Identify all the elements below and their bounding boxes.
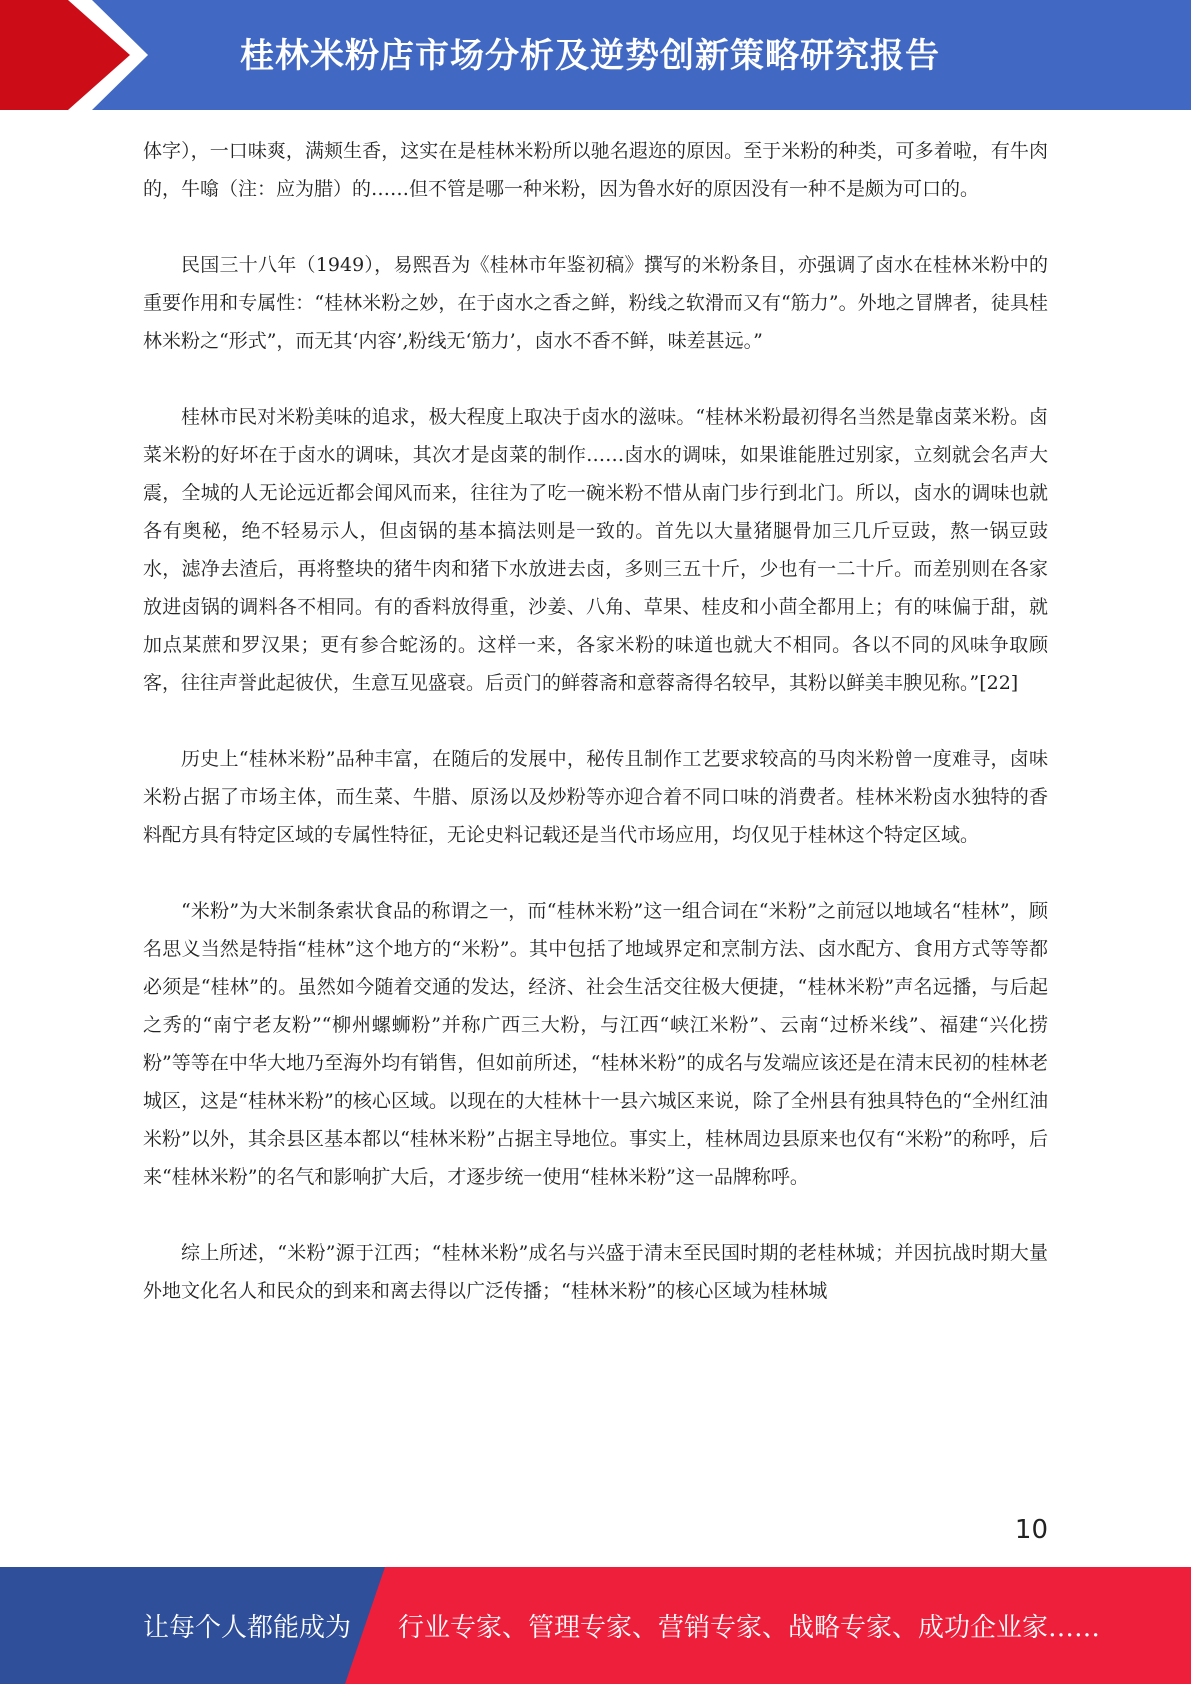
footer-slogan-right: 行业专家、管理专家、营销专家、战略专家、成功企业家…… xyxy=(398,1613,1101,1643)
paragraph: “米粉”为大米制条索状食品的称谓之一，而“桂林米粉”这一组合词在“米粉”之前冠以地域名“桂林”，顾名思义当然是特指“桂林”这个地方的“米粉”。其中包括了地域界定和烹制方法、卤水配方、食用方式等等都必须是“桂林”的。虽然如今随着交通的发达，经济、社会生活交往极大便捷，“桂林米粉”声名远播，与后起之秀的“南宁老友粉”“柳州螺蛳粉”并称广西三大粉，与江西“峡江米粉”、云南“过桥米线”、福建“兴化捞粉”等等在中华大地乃至海外均有销售，但如前所述，“桂林米粉”的成名与发端应该还是在清末民初的桂林老城区，这是“桂林米粉”的核心区域。以现在的大桂林十一县六城区来说，除了全州县有独具特色的“全州红油米粉”以外，其余县区基本都以“桂林米粉”占据主导地位。事实上，桂林周边县原来也仅有“米粉”的称呼，后来“桂林米粉”的名气和影响扩大后，才逐步统一使用“桂林米粉”这一品牌称呼。 xyxy=(143,900,1048,1188)
chevron-arrow-icon xyxy=(0,0,150,110)
page-footer xyxy=(0,1567,1191,1684)
paragraph: 桂林市民对米粉美味的追求，极大程度上取决于卤水的滋味。“桂林米粉最初得名当然是靠卤菜米粉。卤菜米粉的好坏在于卤水的调味，其次才是卤菜的制作……卤水的调味，如果谁能胜过别家，立刻就会名声大震，全城的人无论远近都会闻风而来，往往为了吃一碗米粉不惜从南门步行到北门。所以，卤水的调味也就各有奥秘，绝不轻易示人，但卤锅的基本搞法则是一致的。首先以大量猪腿骨加三几斤豆豉，熬一锅豆豉水，滤净去渣后，再将整块的猪牛肉和猪下水放进去卤，多则三五十斤，少也有一二十斤。而差别则在各家放进卤锅的调料各不相同。有的香料放得重，沙姜、八角、草果、桂皮和小茴全都用上；有的味偏于甜，就加点某蔗和罗汉果；更有参合蛇汤的。这样一来，各家米粉的味道也就大不相同。各以不同的风味争取顾客，往往声誉此起彼伏，生意互见盛衰。后贡门的鲜蓉斋和意蓉斋得名较早，其粉以鲜美丰腴见称。”[22] xyxy=(143,406,1048,694)
page-number: 10 xyxy=(1014,1515,1048,1545)
body-text xyxy=(143,132,1048,1348)
paragraph: 综上所述，“米粉”源于江西；“桂林米粉”成名与兴盛于清末至民国时期的老桂林城；并因抗战时期大量外地文化名人和民众的到来和离去得以广泛传播；“桂林米粉”的核心区域为桂林城 xyxy=(143,1242,1048,1302)
page-header xyxy=(0,0,1191,110)
paragraph: 历史上“桂林米粉”品种丰富，在随后的发展中，秘传且制作工艺要求较高的马肉米粉曾一度难寻，卤味米粉占据了市场主体，而生菜、牛腊、原汤以及炒粉等亦迎合着不同口味的消费者。桂林米粉卤水独特的香料配方具有特定区域的专属性特征，无论史料记载还是当代市场应用，均仅见于桂林这个特定区域。 xyxy=(143,748,1048,846)
footer-slogan-left: 让每个人都能成为 xyxy=(143,1613,352,1643)
paragraph-continued: 体字），一口味爽，满颊生香，这实在是桂林米粉所以驰名遐迩的原因。至于米粉的种类，可多着啦，有牛肉的，牛噏（注：应为腊）的……但不管是哪一种米粉，因为鲁水好的原因没有一种不是颇为可口的。 xyxy=(143,140,1048,200)
paragraph: 民国三十八年（1949），易熙吾为《桂林市年鉴初稿》撰写的米粉条目，亦强调了卤水在桂林米粉中的重要作用和专属性：“桂林米粉之妙，在于卤水之香之鲜，粉线之软滑而又有“筋力”。外地之冒牌者，徒具桂林米粉之“形式”，而无其‘内容’,粉线无‘筋力’，卤水不香不鲜，味差甚远。” xyxy=(143,254,1048,352)
report-title: 桂林米粉店市场分析及逆势创新策略研究报告 xyxy=(240,36,940,76)
